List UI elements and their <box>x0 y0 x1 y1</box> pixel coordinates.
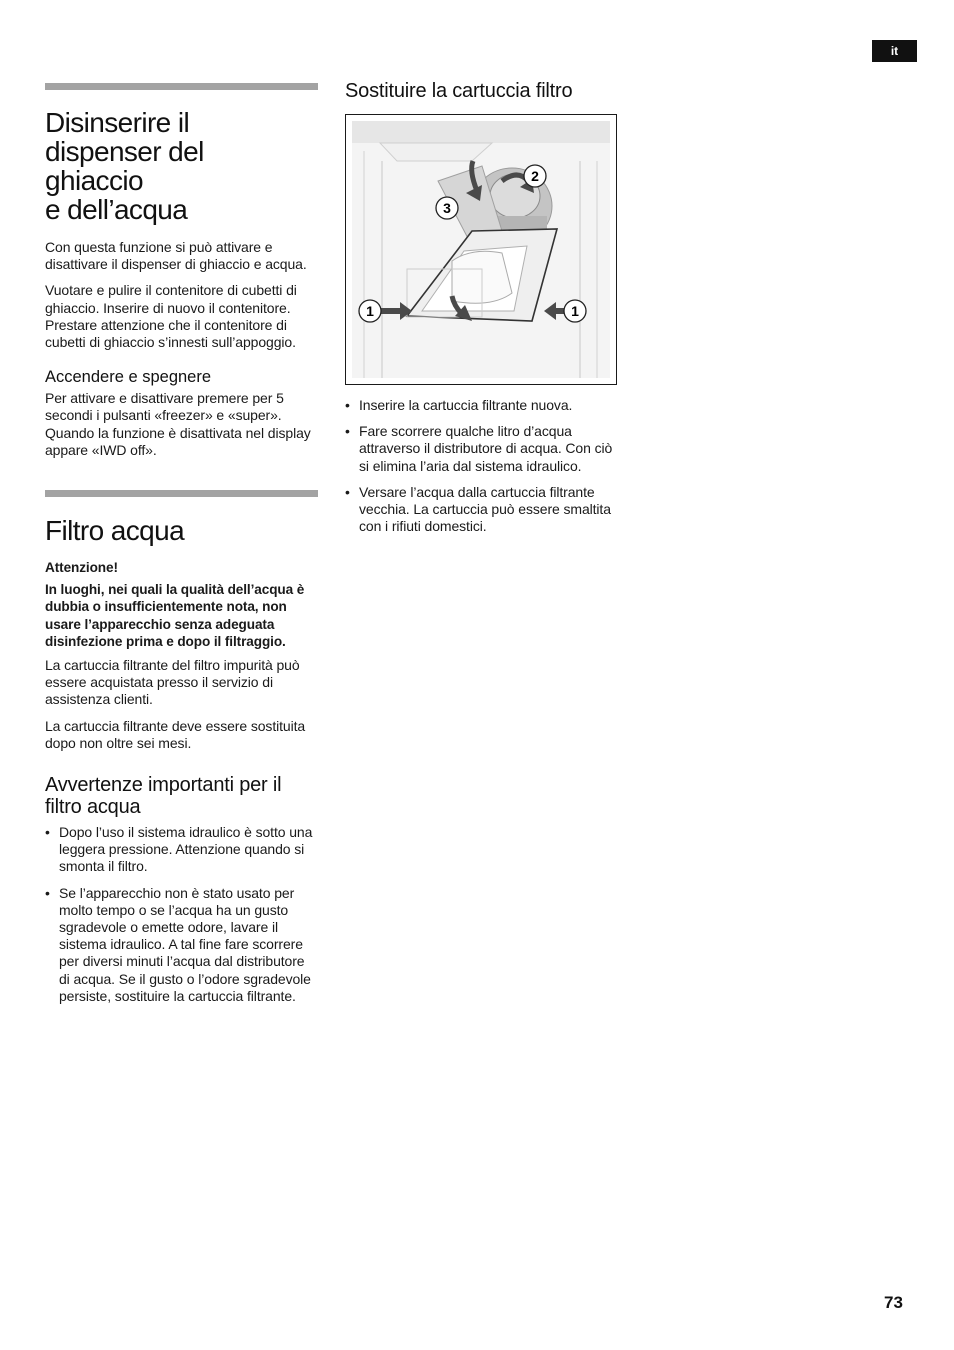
page-number: 73 <box>884 1293 903 1312</box>
language-tag: it <box>872 40 917 62</box>
filter-replacement-illustration <box>345 114 617 385</box>
paragraph: La cartuccia filtrante deve essere sostituita dopo non oltre sei mesi. <box>45 717 306 751</box>
title-line: ghiaccio <box>45 165 143 196</box>
section-divider <box>45 83 318 90</box>
paragraph: La cartuccia filtrante del filtro impurità può essere acquistata presso il servizio di assistenza clienti. <box>45 657 300 708</box>
bullet-list <box>345 397 617 535</box>
subheading-on-off: Accendere e spegnere <box>45 368 212 387</box>
list-item: • Fare scorrere qualche litro d’acqua attraverso il distributore di acqua. Con ciò si elimina l’aria dal sistema idraulico. <box>345 423 617 475</box>
attention-label: Attenzione! <box>45 560 118 576</box>
figure-label: 1 <box>366 303 374 319</box>
paragraph: Vuotare e pulire il contenitore di cubetti di ghiaccio. Inserire di nuovo il contenitore. Prestare attenzione che il contenitore di cubetti di ghiaccio s’innesti sull’appoggio. <box>45 282 297 351</box>
list-item: • Dopo l’uso il sistema idraulico è sotto una leggera pressione. Attenzione quando si smonta il filtro. <box>45 824 318 876</box>
heading-replace-cartridge: Sostituire la cartuccia filtro <box>345 80 573 102</box>
title-line: dispenser del <box>45 136 204 167</box>
illustration-svg <box>352 121 610 378</box>
list-item: • Se l’apparecchio non è stato usato per molto tempo o se l’acqua ha un gusto sgradevole o emette odore, lavare il sistema idraulico. A tal fine fare scorrere per diversi minuti l’acqua dal distributore di acqua. Se il gusto o l’odore sgradevole persiste, sostituire la cartuccia filtrante. <box>45 885 318 1005</box>
figure-label: 2 <box>531 168 539 184</box>
section-title-water-filter: Filtro acqua <box>45 515 185 547</box>
title-line: Disinserire il <box>45 107 190 138</box>
figure-label: 1 <box>571 303 579 319</box>
subheading-filter-warnings: Avvertenze importanti per il filtro acqua <box>45 774 282 819</box>
list-item: • Versare l’acqua dalla cartuccia filtrante vecchia. La cartuccia può essere smaltita con i rifiuti domestici. <box>345 484 617 536</box>
right-column <box>345 80 617 544</box>
section-divider <box>45 490 318 497</box>
paragraph: Per attivare e disattivare premere per 5 secondi i pulsanti «freezer» e «super». Quando la funzione è disattivata nel display appare «IWD off». <box>45 390 311 458</box>
section-title-dispenser <box>45 108 318 224</box>
title-line: e dell’acqua <box>45 194 188 225</box>
warning-text: In luoghi, nei quali la qualità dell’acqua è dubbia o insufficientemente nota, non usare l’apparecchio senza adeguata disinfezione prima e dopo il filtraggio. <box>45 582 305 649</box>
paragraph: Con questa funzione si può attivare e disattivare il dispenser di ghiaccio e acqua. <box>45 239 307 273</box>
list-item: • Inserire la cartuccia filtrante nuova. <box>345 397 617 414</box>
figure-label: 3 <box>443 200 451 216</box>
bullet-list <box>45 824 318 1005</box>
left-column <box>45 83 318 1014</box>
